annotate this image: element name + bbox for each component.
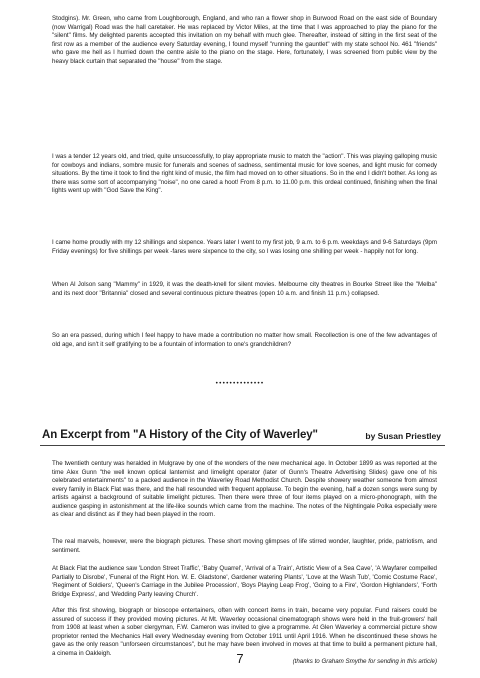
article-credit: (thanks to Graham Smythe for sending in this article) [292, 658, 437, 665]
paragraph-text: At Black Flat the audience saw 'London Street Traffic', 'Baby Quarrel', 'Arrival of a Train', Artistic View of a Sea Cave', 'A Wayfarer compelled Partially to Disrobe', 'Funeral of the Right Hon. W. E. Gladstone', Gardener watering Plants', 'Love at the Wash Tub', 'Comic Costume Race', 'Regiment of Soldiers', 'Queen's Carriage in the Jubilee Procession', 'Boys Playing Leap Frog', 'Going to a Fire', 'Gordon Highlanders', 'Forth Bridge Express', and 'Wedding Party leaving Church'. [52, 565, 437, 598]
memoir-paragraph-5 [52, 332, 437, 349]
article-heading [40, 429, 445, 446]
article-paragraph-3 [52, 565, 437, 599]
paragraph-text: Stodgins). Mr. Green, who came from Loughborough, England, and who ran a flower shop in Burwood Road on the east side of Boundary (now Warrigal) Road was the hall caretaker. He was replaced by Victor Miles, at the time that I was approached to play the piano for the "silent" films. My delighted parents accepted this invitation on my behalf with much glee. Thereafter, instead of sitting in the first seat of the first row as a member of the audience every Saturday evening, I found myself "running the gauntlet" with my state school No. 461 "friends" who gave me hell as I hurried down the centre aisle to the piano on the stage. Here, fortunately, I was screened from public view by the heavy black curtain that separated the "house" from the stage. [52, 15, 437, 65]
paragraph-text: I came home proudly with my 12 shillings and sixpence. Years later I went to my first job, 9 a.m. to 6 p.m. weekdays and 9-6 Saturdays (9pm Friday evenings) for five shillings per week -fares were sixpence to the city, so I was losing one shilling per week - happily not for long. [52, 239, 437, 255]
paragraph-text: I was a tender 12 years old, and tried, quite unsuccessfully, to play appropriate music to match the "action". This was playing galloping music for cowboys and indians, sombre music for funerals and scenes of sadness, sentimental music for love scenes, and light music for comedy situations. By the time it took to find the right kind of music, the film had moved on to other situations. So in the end I didn't bother. As long as there was some sort of accompanying "noise", no one cared a hoot! From 8 p.m. to 11.00 p.m. this ordeal continued, finishing when the final lights went up with "God Save the King". [52, 153, 437, 194]
article-paragraph-1 [52, 460, 437, 520]
paragraph-text: After this first showing, biograph or bioscope entertainers, often with concert items in train, became very popular. Fund raisers could be assured of success if they provided moving pictures. At Mt. Waverley occasional cinematograph shows were held in the fruit-growers' hall from 1908 at least when a sober clergyman, F.W. Cameron was invited to give a programme. At Glen Waverley a commercial picture show proprietor rented the Mechanics Hall every Wednesday evening from October 1911 until April 1916. When he discontinued these shows he gave as the only reason "unforseen circumstances", but he may have been involved in moves at that time to build a permanent picture hall, a cinema in Oakleigh. [52, 607, 437, 657]
memoir-paragraph-4 [52, 281, 437, 298]
article-title: An Excerpt from "A History of the City of Waverley" [42, 429, 318, 441]
paragraph-text: So an era passed, during which I feel happy to have made a contribution no matter how small. Recollection is one of the few advantages of old age, and isn't it self gratifying to be a fountain of information to one's grandchildren? [52, 332, 437, 348]
page-number: 7 [236, 651, 244, 666]
memoir-paragraph-1 [52, 15, 437, 66]
section-separator: •••••••••••••• [215, 380, 265, 387]
paragraph-text: The twentieth century was heralded in Mulgrave by one of the wonders of the new mechanical age. In October 1899 as was reported at the time Alex Gunn "the well known optical lanternist and limelight operator (later of Gunn's Theatre Advertising Slides) gave one of his celebrated entertainments" to a packed audience in the Waverley Road Methodist Church. Despite showery weather someone from almost every family in Black Flat was there, and the hall resounded with frequent applause. To begin the evening, half a dozen songs were sung by artists against a background of suitable limelight pictures. Then there were three of four items played on a micro-phonograph, with the audience gasping in astonishment at the life-like sounds which came from the machine. The notes of the Nightingale Polka especially were as clear and distinct as if they had been played in the room. [52, 460, 437, 518]
article-author: by Susan Priestley [365, 431, 441, 441]
memoir-paragraph-2 [52, 153, 437, 196]
paragraph-text: The real marvels, however, were the biograph pictures. These short moving glimpses of life stirred wonder, laughter, pride, patriotism, and sentiment. [52, 538, 437, 554]
article-paragraph-2 [52, 538, 437, 555]
paragraph-text: When Al Jolson sang "Mammy" in 1929, it was the death-knell for silent movies. Melbourne city theatres in Bourke Street like the "Melba" and its next door "Britannia" closed and several continuous picture theatres (open 10 a.m. and finish 11 p.m.) collapsed. [52, 281, 437, 297]
memoir-paragraph-3 [52, 239, 437, 256]
